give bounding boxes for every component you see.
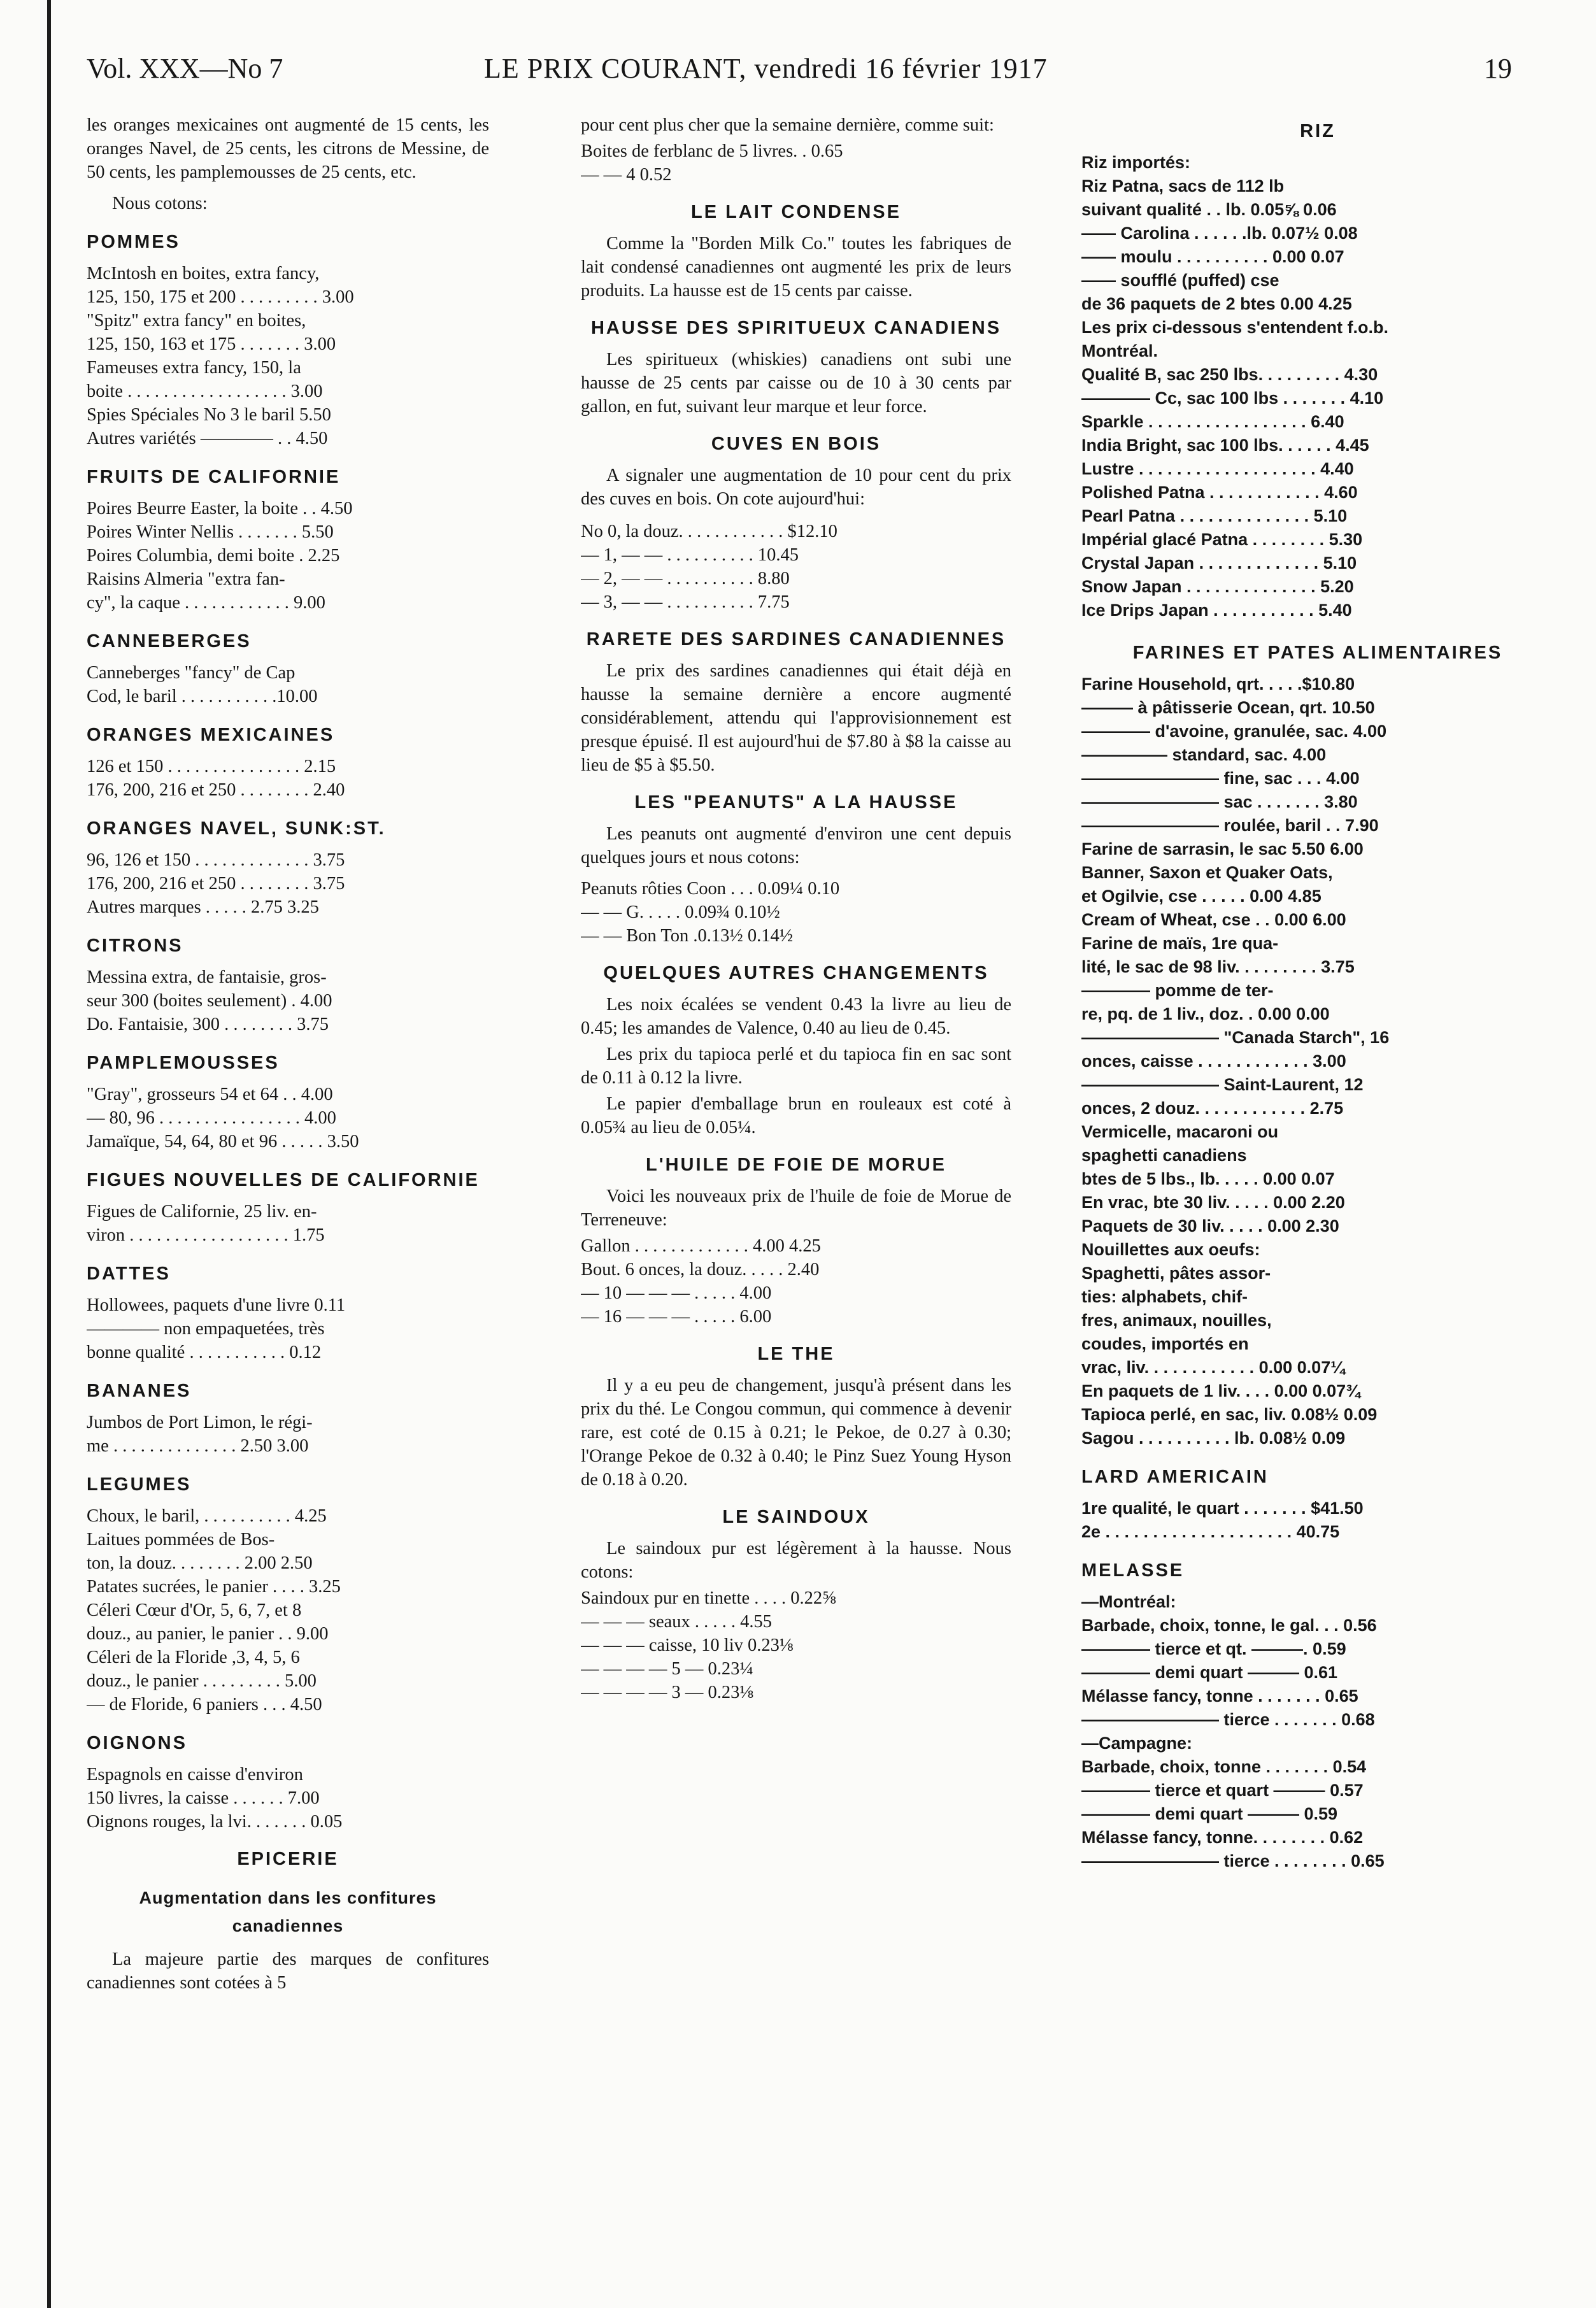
price-line: No 0, la douz. . . . . . . . . . . . $12.10	[581, 522, 837, 541]
price-line: Poires Winter Nellis . . . . . . . 5.50	[87, 522, 334, 542]
section-heading-sardines: RARETE DES SARDINES CANADIENNES	[586, 629, 1006, 650]
price-line: — — — — 3 — 0.23⅛	[581, 1683, 753, 1702]
price-line: Oignons rouges, la lvi. . . . . . . 0.05	[87, 1812, 343, 1832]
price-line: 150 livres, la caisse . . . . . . 7.00	[87, 1788, 320, 1808]
price-line: Impérial glacé Patna . . . . . . . . 5.30	[1081, 530, 1363, 549]
price-line: 125, 150, 175 et 200 . . . . . . . . . 3.00	[87, 287, 354, 307]
price-line: Gallon . . . . . . . . . . . . . 4.00 4.25	[581, 1236, 821, 1256]
price-line: ———————— tierce . . . . . . . . 0.65	[1081, 1851, 1385, 1870]
huile-paragraph: Voici les nouveaux prix de l'huile de foie de Morue de Terreneuve:	[581, 1186, 1011, 1230]
price-line: Mélasse fancy, tonne. . . . . . . . 0.62	[1081, 1828, 1364, 1847]
section-heading-peanuts: LES "PEANUTS" A LA HAUSSE	[634, 792, 958, 813]
section-heading-fruits-californie: FRUITS DE CALIFORNIE	[87, 467, 341, 487]
price-line: Polished Patna . . . . . . . . . . . . 4.60	[1081, 483, 1358, 502]
price-line: 176, 200, 216 et 250 . . . . . . . . 3.75	[87, 874, 345, 894]
price-line: Céleri Cœur d'Or, 5, 6, 7, et 8	[87, 1600, 302, 1620]
cotons-line: Nous cotons:	[112, 194, 208, 213]
price-line: —— soufflé (puffed) cse	[1081, 271, 1279, 290]
section-heading-melasse: MELASSE	[1081, 1560, 1185, 1581]
section-heading-canneberges: CANNEBERGES	[87, 631, 252, 652]
price-list-oignons	[87, 1763, 489, 1834]
price-line: coudes, importés en	[1081, 1334, 1249, 1353]
price-line: Ice Drips Japan . . . . . . . . . . . 5.40	[1081, 601, 1352, 620]
price-line: ———————— roulée, baril . . 7.90	[1081, 816, 1379, 835]
price-line: Qualité B, sac 250 lbs. . . . . . . . . 4.30	[1081, 365, 1378, 384]
price-line: ———————— tierce . . . . . . . 0.68	[1081, 1710, 1375, 1729]
price-line: Jumbos de Port Limon, le régi-	[87, 1413, 313, 1432]
price-list-fruits-californie	[87, 497, 489, 615]
price-line: Banner, Saxon et Quaker Oats,	[1081, 863, 1333, 882]
column-2	[581, 113, 1011, 1708]
price-list-oranges-navel	[87, 848, 489, 919]
price-line: 1re qualité, le quart . . . . . . . $41.50	[1081, 1499, 1364, 1518]
price-line: — — — seaux . . . . . 4.55	[581, 1612, 773, 1632]
price-list-canneberges	[87, 661, 489, 708]
price-line: ton, la douz. . . . . . . . 2.00 2.50	[87, 1553, 313, 1573]
autres-paragraph-1: Les noix écalées se vendent 0.43 la livre au lieu de 0.45; les amandes de Valence, 0.40 au lieu de 0.45.	[581, 995, 1011, 1038]
section-heading-riz: RIZ	[1300, 121, 1336, 141]
price-line: btes de 5 lbs., lb. . . . . 0.00 0.07	[1081, 1169, 1335, 1188]
section-heading-bananes: BANANES	[87, 1381, 192, 1401]
price-line: ———— demi quart ——— 0.59	[1081, 1804, 1338, 1823]
price-line: douz., le panier . . . . . . . . . 5.00	[87, 1671, 317, 1691]
price-line: seur 300 (boites seulement) . 4.00	[87, 991, 332, 1011]
price-line: de 36 paquets de 2 btes 0.00 4.25	[1081, 294, 1352, 313]
price-line: ———— pomme de ter-	[1081, 981, 1274, 1000]
price-line: Spies Spéciales No 3 le baril 5.50	[87, 405, 331, 425]
section-heading-figues: FIGUES NOUVELLES DE CALIFORNIE	[87, 1170, 480, 1190]
price-line: Spaghetti, pâtes assor-	[1081, 1264, 1271, 1283]
column-1	[87, 113, 489, 1997]
price-line: Sparkle . . . . . . . . . . . . . . . . . 6.40	[1081, 412, 1344, 431]
price-list-oranges-mexicaines	[87, 755, 489, 802]
price-line: Barbade, choix, tonne . . . . . . . 0.54	[1081, 1757, 1367, 1776]
price-line: — 10 — — — . . . . . 4.00	[581, 1283, 772, 1303]
price-list-dattes	[87, 1293, 489, 1364]
price-line: — — — caisse, 10 liv 0.23⅛	[581, 1635, 794, 1655]
price-list-cuves	[581, 520, 1011, 614]
price-line: Snow Japan . . . . . . . . . . . . . . 5.20	[1081, 577, 1354, 596]
autres-paragraph-3: Le papier d'emballage brun en rouleaux est coté à 0.05¾ au lieu de 0.05¼.	[581, 1094, 1011, 1137]
price-list-saindoux	[581, 1586, 1011, 1704]
section-heading-saindoux: LE SAINDOUX	[722, 1507, 870, 1527]
section-heading-pommes: POMMES	[87, 232, 180, 252]
price-line: Figues de Californie, 25 liv. en-	[87, 1202, 317, 1222]
price-line: —— Carolina . . . . . .lb. 0.07½ 0.08	[1081, 224, 1358, 243]
section-heading-spiritueux: HAUSSE DES SPIRITUEUX CANADIENS	[590, 318, 1002, 338]
price-line: fres, animaux, nouilles,	[1081, 1311, 1272, 1330]
price-line: ———— Cc, sac 100 lbs . . . . . . . 4.10	[1081, 388, 1384, 408]
section-heading-pamplemousses: PAMPLEMOUSSES	[87, 1053, 280, 1073]
price-line: 176, 200, 216 et 250 . . . . . . . . 2.40	[87, 780, 345, 800]
price-line: En vrac, bte 30 liv. . . . . 0.00 2.20	[1081, 1193, 1345, 1212]
price-line: Sagou . . . . . . . . . . lb. 0.08½ 0.09	[1081, 1428, 1346, 1448]
price-list-farines	[1081, 673, 1554, 1450]
price-line: — 16 — — — . . . . . 6.00	[581, 1307, 772, 1327]
price-line: — 80, 96 . . . . . . . . . . . . . . . . 4.00	[87, 1108, 336, 1128]
confitures-paragraph: La majeure partie des marques de confitures canadiennes sont cotées à 5	[87, 1949, 489, 1993]
price-line: 2e . . . . . . . . . . . . . . . . . . . . 40.75	[1081, 1522, 1340, 1541]
intro-paragraph: les oranges mexicaines ont augmenté de 15 cents, les oranges Navel, de 25 cents, les citrons de Messine, de 50 cents, les pamplemousses de 25 cents, etc.	[87, 115, 489, 182]
price-line: ———— non empaquetées, très	[87, 1319, 325, 1339]
price-line: Mélasse fancy, tonne . . . . . . . 0.65	[1081, 1686, 1358, 1706]
price-line: Farine de sarrasin, le sac 5.50 6.00	[1081, 839, 1364, 858]
price-line: Bout. 6 onces, la douz. . . . . 2.40	[581, 1260, 820, 1279]
price-line: McIntosh en boites, extra fancy,	[87, 264, 320, 283]
price-line: ———— tierce et quart ——— 0.57	[1081, 1781, 1364, 1800]
price-line: Farine de maïs, 1re qua-	[1081, 934, 1279, 953]
price-line: Hollowees, paquets d'une livre 0.11	[87, 1295, 346, 1315]
price-line: Farine Household, qrt. . . . .$10.80	[1081, 674, 1355, 694]
price-line: Lustre . . . . . . . . . . . . . . . . . . . 4.40	[1081, 459, 1354, 478]
price-line: — 2, — — . . . . . . . . . . 8.80	[581, 569, 790, 588]
the-paragraph: Il y a eu peu de changement, jusqu'à présent dans les prix du thé. Le Congou commun, qui commence à devenir rare, est coté de 0.15 à 0.21; le Pekoe, de 0.27 à 0.30; l'Orange Pekoe de 0.32 à 0.40; le Pinz Suez Young Hyson de 0.18 à 0.20.	[581, 1376, 1011, 1490]
price-line: douz., au panier, le panier . . 9.00	[87, 1624, 329, 1644]
price-line: Peanuts rôties Coon . . . 0.09¼ 0.10	[581, 879, 840, 899]
price-line: lité, le sac de 98 liv. . . . . . . . . 3.75	[1081, 957, 1355, 976]
price-line: ———— d'avoine, granulée, sac. 4.00	[1081, 722, 1387, 741]
price-line: ———————— fine, sac . . . 4.00	[1081, 769, 1360, 788]
saindoux-paragraph: Le saindoux pur est légèrement à la hausse. Nous cotons:	[581, 1539, 1011, 1582]
price-list-citrons	[87, 965, 489, 1036]
price-line: re, pq. de 1 liv., doz. . 0.00 0.00	[1081, 1004, 1330, 1023]
peanuts-paragraph: Les peanuts ont augmenté d'environ une cent depuis quelques jours et nous cotons:	[581, 824, 1011, 867]
price-line: — — Bon Ton .0.13½ 0.14½	[581, 926, 794, 946]
journal-title-date: LE PRIX COURANT, vendredi 16 février 1917	[484, 53, 1048, 84]
section-heading-dattes: DATTES	[87, 1264, 171, 1284]
price-list-riz	[1081, 151, 1554, 622]
price-line: ————— standard, sac. 4.00	[1081, 745, 1327, 764]
price-line: Poires Columbia, demi boite . 2.25	[87, 546, 340, 566]
section-heading-farines: FARINES ET PATES ALIMENTAIRES	[1132, 643, 1503, 663]
price-line: — — 4 0.52	[581, 165, 672, 185]
price-line: —— moulu . . . . . . . . . . 0.00 0.07	[1081, 247, 1344, 266]
price-line: Riz Patna, sacs de 112 lb	[1081, 176, 1285, 196]
price-line: viron . . . . . . . . . . . . . . . . . . 1.75	[87, 1225, 325, 1245]
price-line: Choux, le baril, . . . . . . . . . . 4.25	[87, 1506, 327, 1526]
price-line: Autres variétés ———— . . 4.50	[87, 429, 328, 448]
price-line: ——— à pâtisserie Ocean, qrt. 10.50	[1081, 698, 1375, 717]
price-line: Boites de ferblanc de 5 livres. . 0.65	[581, 141, 843, 161]
price-line: ———————— "Canada Starch", 16	[1081, 1028, 1390, 1047]
price-line: Canneberges "fancy" de Cap	[87, 663, 296, 683]
price-line: Riz importés:	[1081, 153, 1191, 172]
price-line: Pearl Patna . . . . . . . . . . . . . . 5.10	[1081, 506, 1348, 525]
price-line: bonne qualité . . . . . . . . . . . 0.12	[87, 1343, 322, 1362]
price-line: "Gray", grosseurs 54 et 64 . . 4.00	[87, 1085, 333, 1104]
price-line: 96, 126 et 150 . . . . . . . . . . . . . 3.75	[87, 850, 345, 870]
price-line: Patates sucrées, le panier . . . . 3.25	[87, 1577, 341, 1597]
autres-paragraph-2: Les prix du tapioca perlé et du tapioca fin en sac sont de 0.11 à 0.12 la livre.	[581, 1044, 1011, 1088]
price-line: Céleri de la Floride ,3, 4, 5, 6	[87, 1648, 300, 1667]
price-line: — — — — 5 — 0.23¼	[581, 1659, 753, 1679]
price-list-pamplemousses	[87, 1083, 489, 1153]
price-line: — — G. . . . . 0.09¾ 0.10½	[581, 902, 780, 922]
price-line: Tapioca perlé, en sac, liv. 0.08½ 0.09	[1081, 1405, 1378, 1424]
page-number: 19	[1484, 53, 1512, 84]
price-line: ———— tierce et qt. ———. 0.59	[1081, 1639, 1346, 1658]
price-list-bananes	[87, 1411, 489, 1458]
price-line: India Bright, sac 100 lbs. . . . . . 4.45	[1081, 436, 1369, 455]
page-header	[83, 52, 1516, 97]
section-heading-legumes: LEGUMES	[87, 1474, 192, 1495]
section-heading-oranges-mexicaines: ORANGES MEXICAINES	[87, 725, 335, 745]
price-line: Messina extra, de fantaisie, gros-	[87, 967, 327, 987]
price-line: Raisins Almeria "extra fan-	[87, 569, 285, 589]
section-heading-epicerie: EPICERIE	[237, 1849, 339, 1869]
price-list-boites-ferblanc	[581, 139, 1011, 187]
price-line: — 3, — — . . . . . . . . . . 7.75	[581, 592, 790, 612]
subheading-confitures: Augmentation dans les confitures canadiennes	[139, 1888, 437, 1935]
confitures-continued: pour cent plus cher que la semaine dernière, comme suit:	[581, 115, 994, 135]
spiritueux-paragraph: Les spiritueux (whiskies) canadiens ont subi une hausse de 25 cents par caisse ou de 10 à 30 cents par gallon, en fut, suivant leur marque et leur force.	[581, 350, 1011, 417]
price-list-figues	[87, 1200, 489, 1247]
price-line: ties: alphabets, chif-	[1081, 1287, 1248, 1306]
section-heading-the: LE THE	[757, 1344, 835, 1364]
section-heading-lard-americain: LARD AMERICAIN	[1081, 1467, 1269, 1487]
lait-paragraph: Comme la "Borden Milk Co." toutes les fabriques de lait condensé canadiennes ont augmenté les prix de leurs produits. La hausse est de 15 cents par caisse.	[581, 234, 1011, 301]
price-list-huile	[581, 1234, 1011, 1329]
price-line: Crystal Japan . . . . . . . . . . . . . 5.10	[1081, 553, 1357, 573]
price-line: "Spitz" extra fancy" en boites,	[87, 311, 306, 331]
price-line: Poires Beurre Easter, la boite . . 4.50	[87, 499, 353, 518]
section-heading-oignons: OIGNONS	[87, 1733, 187, 1753]
price-list-melasse	[1081, 1590, 1554, 1873]
price-line: spaghetti canadiens	[1081, 1146, 1247, 1165]
price-line: Nouillettes aux oeufs:	[1081, 1240, 1260, 1259]
price-line: vrac, liv. . . . . . . . . . . . 0.00 0.07¼	[1081, 1358, 1345, 1377]
price-line: Jamaïque, 54, 64, 80 et 96 . . . . . 3.50	[87, 1132, 359, 1151]
price-line: onces, caisse . . . . . . . . . . . . 3.00	[1081, 1051, 1346, 1071]
price-line: me . . . . . . . . . . . . . . 2.50 3.00	[87, 1436, 309, 1456]
price-list-lard	[1081, 1497, 1554, 1544]
price-line: ———————— Saint-Laurent, 12	[1081, 1075, 1364, 1094]
price-line: —Campagne:	[1081, 1734, 1193, 1753]
price-line: Fameuses extra fancy, 150, la	[87, 358, 301, 378]
section-heading-oranges-navel: ORANGES NAVEL, SUNK:ST.	[87, 818, 386, 839]
section-heading-cuves: CUVES EN BOIS	[711, 434, 881, 454]
section-heading-huile-foie-morue: L'HUILE DE FOIE DE MORUE	[645, 1155, 947, 1175]
price-line: Espagnols en caisse d'environ	[87, 1765, 303, 1784]
price-line: Montréal.	[1081, 341, 1158, 360]
price-list-peanuts	[581, 877, 1011, 948]
price-line: Barbade, choix, tonne, le gal. . . 0.56	[1081, 1616, 1377, 1635]
sardines-paragraph: Le prix des sardines canadiennes qui était déjà en hausse la semaine dernière a encore augmenté considérablement, attendu qui l'approvisionnement est presque épuisé. Il est aujourd'hui de $7.80 à $8 la caisse au lieu de $5 à $5.50.	[581, 661, 1011, 775]
price-line: — 1, — — . . . . . . . . . . 10.45	[581, 545, 799, 565]
price-line: En paquets de 1 liv. . . . 0.00 0.07¾	[1081, 1381, 1360, 1400]
price-line: onces, 2 douz. . . . . . . . . . . . 2.75	[1081, 1099, 1344, 1118]
page-edge-rule	[47, 0, 51, 2308]
price-line: Do. Fantaisie, 300 . . . . . . . . 3.75	[87, 1015, 329, 1034]
price-line: cy", la caque . . . . . . . . . . . . 9.00	[87, 593, 325, 613]
price-line: Autres marques . . . . . 2.75 3.25	[87, 897, 319, 917]
price-line: et Ogilvie, cse . . . . . 0.00 4.85	[1081, 887, 1322, 906]
price-list-legumes	[87, 1504, 489, 1716]
price-line: ———— demi quart ——— 0.61	[1081, 1663, 1338, 1682]
price-line: Cod, le baril . . . . . . . . . . .10.00	[87, 687, 318, 706]
price-line: Vermicelle, macaroni ou	[1081, 1122, 1279, 1141]
price-line: Saindoux pur en tinette . . . . 0.22⅝	[581, 1588, 836, 1608]
price-line: Les prix ci-dessous s'entendent f.o.b.	[1081, 318, 1389, 337]
section-heading-lait-condense: LE LAIT CONDENSE	[691, 202, 901, 222]
price-list-pommes	[87, 262, 489, 450]
price-line: boite . . . . . . . . . . . . . . . . . . 3.00	[87, 381, 323, 401]
price-line: Laitues pommées de Bos-	[87, 1530, 275, 1549]
volume-number: Vol. XXX—No 7	[87, 53, 283, 84]
price-line: —Montréal:	[1081, 1592, 1176, 1611]
price-line: suivant qualité . . lb. 0.05⅝ 0.06	[1081, 200, 1337, 219]
section-heading-citrons: CITRONS	[87, 936, 183, 956]
price-line: — de Floride, 6 paniers . . . 4.50	[87, 1695, 322, 1714]
price-line: 125, 150, 163 et 175 . . . . . . . 3.00	[87, 334, 336, 354]
section-heading-autres-changements: QUELQUES AUTRES CHANGEMENTS	[603, 963, 989, 983]
price-line: Paquets de 30 liv. . . . . 0.00 2.30	[1081, 1216, 1339, 1236]
cuves-paragraph: A signaler une augmentation de 10 pour cent du prix des cuves en bois. On cote aujourd'hui:	[581, 466, 1011, 509]
price-line: Cream of Wheat, cse . . 0.00 6.00	[1081, 910, 1346, 929]
column-3	[1081, 113, 1554, 1877]
price-line: ———————— sac . . . . . . . 3.80	[1081, 792, 1358, 811]
price-line: 126 et 150 . . . . . . . . . . . . . . . 2.15	[87, 757, 336, 776]
